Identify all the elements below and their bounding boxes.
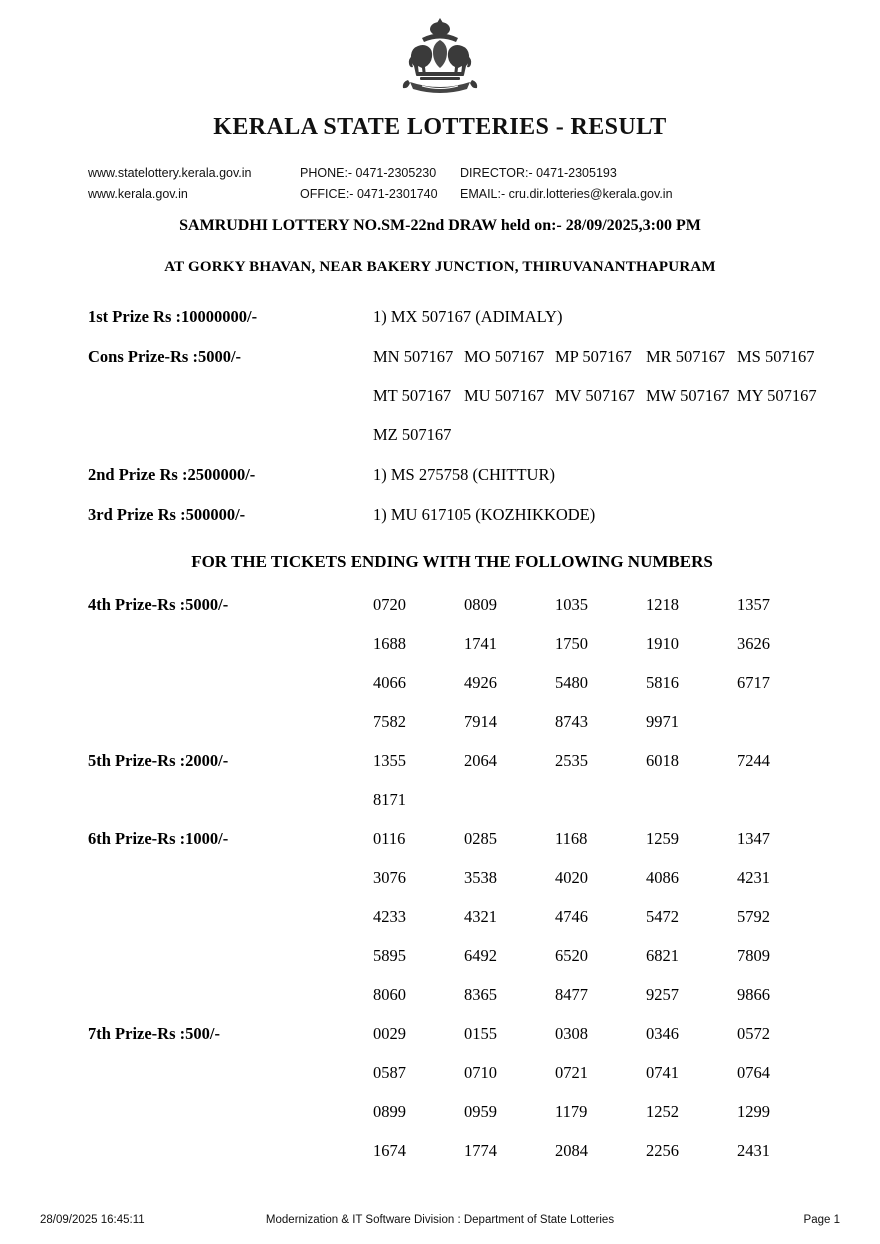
consolation-number: MU 507167: [464, 386, 545, 405]
prize-number: 0899: [373, 1102, 406, 1121]
consolation-number: MS 507167: [737, 347, 815, 366]
website-statelottery[interactable]: www.statelottery.kerala.gov.in: [88, 166, 252, 180]
prize-number: 4926: [464, 673, 497, 692]
prize-number: 5816: [646, 673, 679, 692]
prize-row-third: [88, 504, 792, 526]
prize-value-first: 1) MX 507167 (ADIMALY): [373, 307, 563, 326]
prize-number: 1299: [737, 1102, 770, 1121]
prize-number: 6520: [555, 946, 588, 965]
prize-value-second: 1) MS 275758 (CHITTUR): [373, 465, 555, 484]
prize-row-second: [88, 464, 792, 486]
prize-number: 0741: [646, 1063, 679, 1082]
consolation-number: MR 507167: [646, 347, 726, 366]
prize-number: 4020: [555, 868, 588, 887]
prize-number: 2256: [646, 1141, 679, 1160]
consolation-number: MP 507167: [555, 347, 632, 366]
prize-number: 0809: [464, 595, 497, 614]
prize-number: 8365: [464, 985, 497, 1004]
prize-number: 4231: [737, 868, 770, 887]
draw-info-line: SAMRUDHI LOTTERY NO.SM-22nd DRAW held on:- 28/09/2025,3:00 PM: [179, 217, 701, 234]
consolation-number: MZ 507167: [373, 425, 452, 444]
prize-number: 1910: [646, 634, 679, 653]
prize-number: 0710: [464, 1063, 497, 1082]
prize-number: 4066: [373, 673, 406, 692]
prize-row-seventh: [88, 1023, 792, 1162]
prize-number: 2431: [737, 1141, 770, 1160]
prize-number: 0285: [464, 829, 497, 848]
prize-row-first: [88, 306, 792, 328]
prize-row-sixth: [88, 828, 792, 1006]
prize-values-consolation: [373, 346, 828, 446]
prize-number: 2064: [464, 751, 497, 770]
website-kerala[interactable]: www.kerala.gov.in: [88, 187, 188, 201]
prize-number: 3626: [737, 634, 770, 653]
prize-number: 4321: [464, 907, 497, 926]
prize-number: 0155: [464, 1024, 497, 1043]
prize-number: 3076: [373, 868, 406, 887]
consolation-number: MV 507167: [555, 386, 635, 405]
prize-row-consolation: [88, 346, 817, 446]
prize-number: 6821: [646, 946, 679, 965]
prize-label-consolation: Cons Prize-Rs :5000/-: [88, 347, 242, 366]
prize-number: 0572: [737, 1024, 770, 1043]
prize-number: 0721: [555, 1063, 588, 1082]
director-number: DIRECTOR:- 0471-2305193: [460, 166, 617, 180]
prize-number: 9971: [646, 712, 679, 731]
prize-number: 0959: [464, 1102, 497, 1121]
prize-number: 5895: [373, 946, 406, 965]
prize-number: 8171: [373, 790, 406, 809]
venue-line: AT GORKY BHAVAN, NEAR BAKERY JUNCTION, THIRUVANANTHAPURAM: [164, 259, 716, 275]
contact-row-2: [88, 184, 792, 205]
contact-row-1: [88, 163, 792, 184]
consolation-number: MW 507167: [646, 386, 730, 405]
prize-number: 1259: [646, 829, 679, 848]
prize-number: 1179: [555, 1102, 588, 1121]
consolation-number: MY 507167: [737, 386, 817, 405]
email-address[interactable]: EMAIL:- cru.dir.lotteries@kerala.gov.in: [460, 187, 673, 201]
prize-number: 0764: [737, 1063, 770, 1082]
consolation-number-grid: [373, 346, 828, 446]
consolation-number: MN 507167: [373, 347, 454, 366]
section-heading-ending-numbers: FOR THE TICKETS ENDING WITH THE FOLLOWING NUMBERS: [191, 552, 713, 571]
prize-number: 2084: [555, 1141, 588, 1160]
footer-page-number: Page 1: [803, 1214, 840, 1226]
consolation-number: MT 507167: [373, 386, 452, 405]
prize-number: 1774: [464, 1141, 497, 1160]
prize-number: 7244: [737, 751, 770, 770]
prize-number: 0346: [646, 1024, 679, 1043]
prize-number: 6492: [464, 946, 497, 965]
prize-label-second: 2nd Prize Rs :2500000/-: [88, 465, 256, 484]
prize-number-grid-seventh: [373, 1023, 828, 1162]
prize-number: 4746: [555, 907, 588, 926]
prize-number: 1688: [373, 634, 406, 653]
page-footer: [0, 1214, 880, 1226]
footer-timestamp: 28/09/2025 16:45:11: [40, 1214, 145, 1226]
office-number: OFFICE:- 0471-2301740: [300, 187, 438, 201]
prize-label-third: 3rd Prize Rs :500000/-: [88, 505, 246, 524]
prize-number: 5472: [646, 907, 679, 926]
prize-number: 1347: [737, 829, 770, 848]
prize-number: 9257: [646, 985, 679, 1004]
prize-label-fifth: 5th Prize-Rs :2000/-: [88, 751, 229, 770]
prize-number-grid-fifth: [373, 750, 828, 811]
prize-number: 8743: [555, 712, 588, 731]
prize-number: 9866: [737, 985, 770, 1004]
prize-number: 1355: [373, 751, 406, 770]
prize-number: 5792: [737, 907, 770, 926]
prize-label-sixth: 6th Prize-Rs :1000/-: [88, 829, 229, 848]
prize-number: 6717: [737, 673, 770, 692]
prize-label-fourth: 4th Prize-Rs :5000/-: [88, 595, 229, 614]
prize-value-third: 1) MU 617105 (KOZHIKKODE): [373, 505, 596, 524]
kerala-state-emblem-icon: [392, 16, 488, 104]
prize-number: 0308: [555, 1024, 588, 1043]
prize-label-seventh: 7th Prize-Rs :500/-: [88, 1024, 220, 1043]
prize-number: 0587: [373, 1063, 406, 1082]
prize-number: 1252: [646, 1102, 679, 1121]
emblem-container: [0, 0, 880, 104]
footer-department: Modernization & IT Software Division : Department of State Lotteries: [265, 1214, 615, 1226]
prize-number-grid-fourth: [373, 594, 828, 733]
page-title: KERALA STATE LOTTERIES - RESULT: [213, 114, 667, 140]
prize-number: 5480: [555, 673, 588, 692]
prize-list: [0, 306, 880, 1162]
prize-number: 1750: [555, 634, 588, 653]
prize-row-fifth: [88, 750, 792, 811]
prize-number: 4086: [646, 868, 679, 887]
prize-number: 2535: [555, 751, 588, 770]
consolation-number: MO 507167: [464, 347, 545, 366]
prize-number: 1357: [737, 595, 770, 614]
prize-number: 0720: [373, 595, 406, 614]
prize-number: 0029: [373, 1024, 406, 1043]
prize-number: 0116: [373, 829, 406, 848]
prize-number: 7582: [373, 712, 406, 731]
prize-number: 7914: [464, 712, 497, 731]
prize-number: 1035: [555, 595, 588, 614]
prize-number: 4233: [373, 907, 406, 926]
prize-number: 6018: [646, 751, 679, 770]
prize-number: 1218: [646, 595, 679, 614]
prize-row-fourth: [88, 594, 792, 733]
prize-number-grid-sixth: [373, 828, 828, 1006]
prize-number: 3538: [464, 868, 497, 887]
prize-number: 1741: [464, 634, 497, 653]
prize-number: 1674: [373, 1141, 406, 1160]
prize-number: 8477: [555, 985, 588, 1004]
phone-number: PHONE:- 0471-2305230: [300, 166, 437, 180]
prize-number: 7809: [737, 946, 770, 965]
contact-block: [0, 163, 880, 205]
prize-number: 1168: [555, 829, 588, 848]
prize-label-first: 1st Prize Rs :10000000/-: [88, 307, 258, 326]
prize-number: 8060: [373, 985, 406, 1004]
